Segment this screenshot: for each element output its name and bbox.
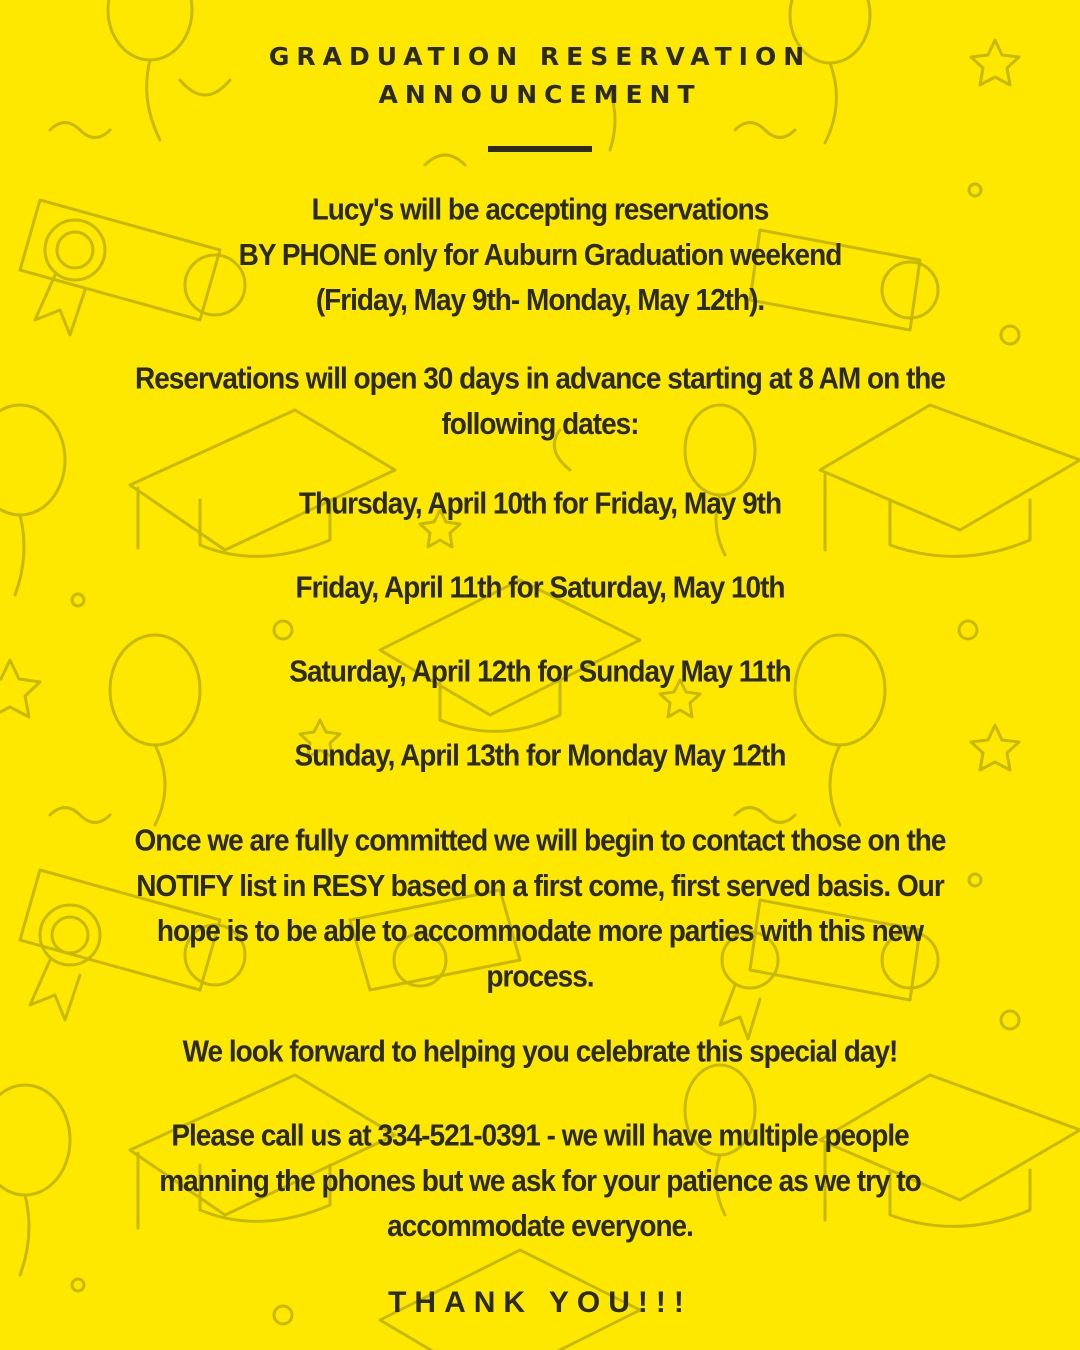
text-line: (Friday, May 9th- Monday, May 12th). <box>315 283 765 317</box>
text-line: accommodate everyone. <box>387 1209 693 1243</box>
text-line: manning the phones but we ask for your patience as we try to <box>159 1163 921 1198</box>
text-line: NOTIFY list in RESY based on a first come, first served basis. Our <box>136 868 944 903</box>
star-icon <box>0 660 40 717</box>
thank-you-line: THANK YOU!!! <box>388 1286 692 1319</box>
notify-paragraph <box>90 818 990 999</box>
title-divider <box>488 146 592 152</box>
date-line: Sunday, April 13th for Monday May 12th <box>294 738 786 772</box>
text-line: Please call us at 334-521-0391 - we will have multiple people <box>171 1118 909 1152</box>
call-paragraph <box>90 1113 990 1249</box>
open-notice-paragraph <box>90 356 990 447</box>
text-line: Reservations will open 30 days in advance starting at 8 AM on the <box>135 361 945 395</box>
text-line: following dates: <box>441 406 639 441</box>
text-line: Once we are fully committed we will begin to contact those on the <box>134 823 946 857</box>
intro-paragraph <box>90 187 990 323</box>
date-line: Thursday, April 10th for Friday, May 9th <box>298 486 782 520</box>
text-line: Lucy's will be accepting reservations <box>311 192 769 226</box>
page-title <box>0 38 1080 114</box>
celebrate-line: We look forward to helping you celebrate this special day! <box>182 1034 898 1068</box>
balloon-icon <box>0 405 65 595</box>
text-line: hope is to be able to accommodate more parties with this new <box>156 914 924 948</box>
text-line: process. <box>486 959 594 993</box>
date-line: Friday, April 11th for Saturday, May 10th <box>295 570 785 604</box>
title-line: ANNOUNCEMENT <box>378 80 702 109</box>
title-line: GRADUATION RESERVATION <box>268 42 812 71</box>
balloon-icon <box>0 1085 70 1275</box>
date-line: Saturday, April 12th for Sunday May 11th <box>289 654 791 688</box>
text-line: BY PHONE only for Auburn Graduation weekend <box>238 237 842 272</box>
